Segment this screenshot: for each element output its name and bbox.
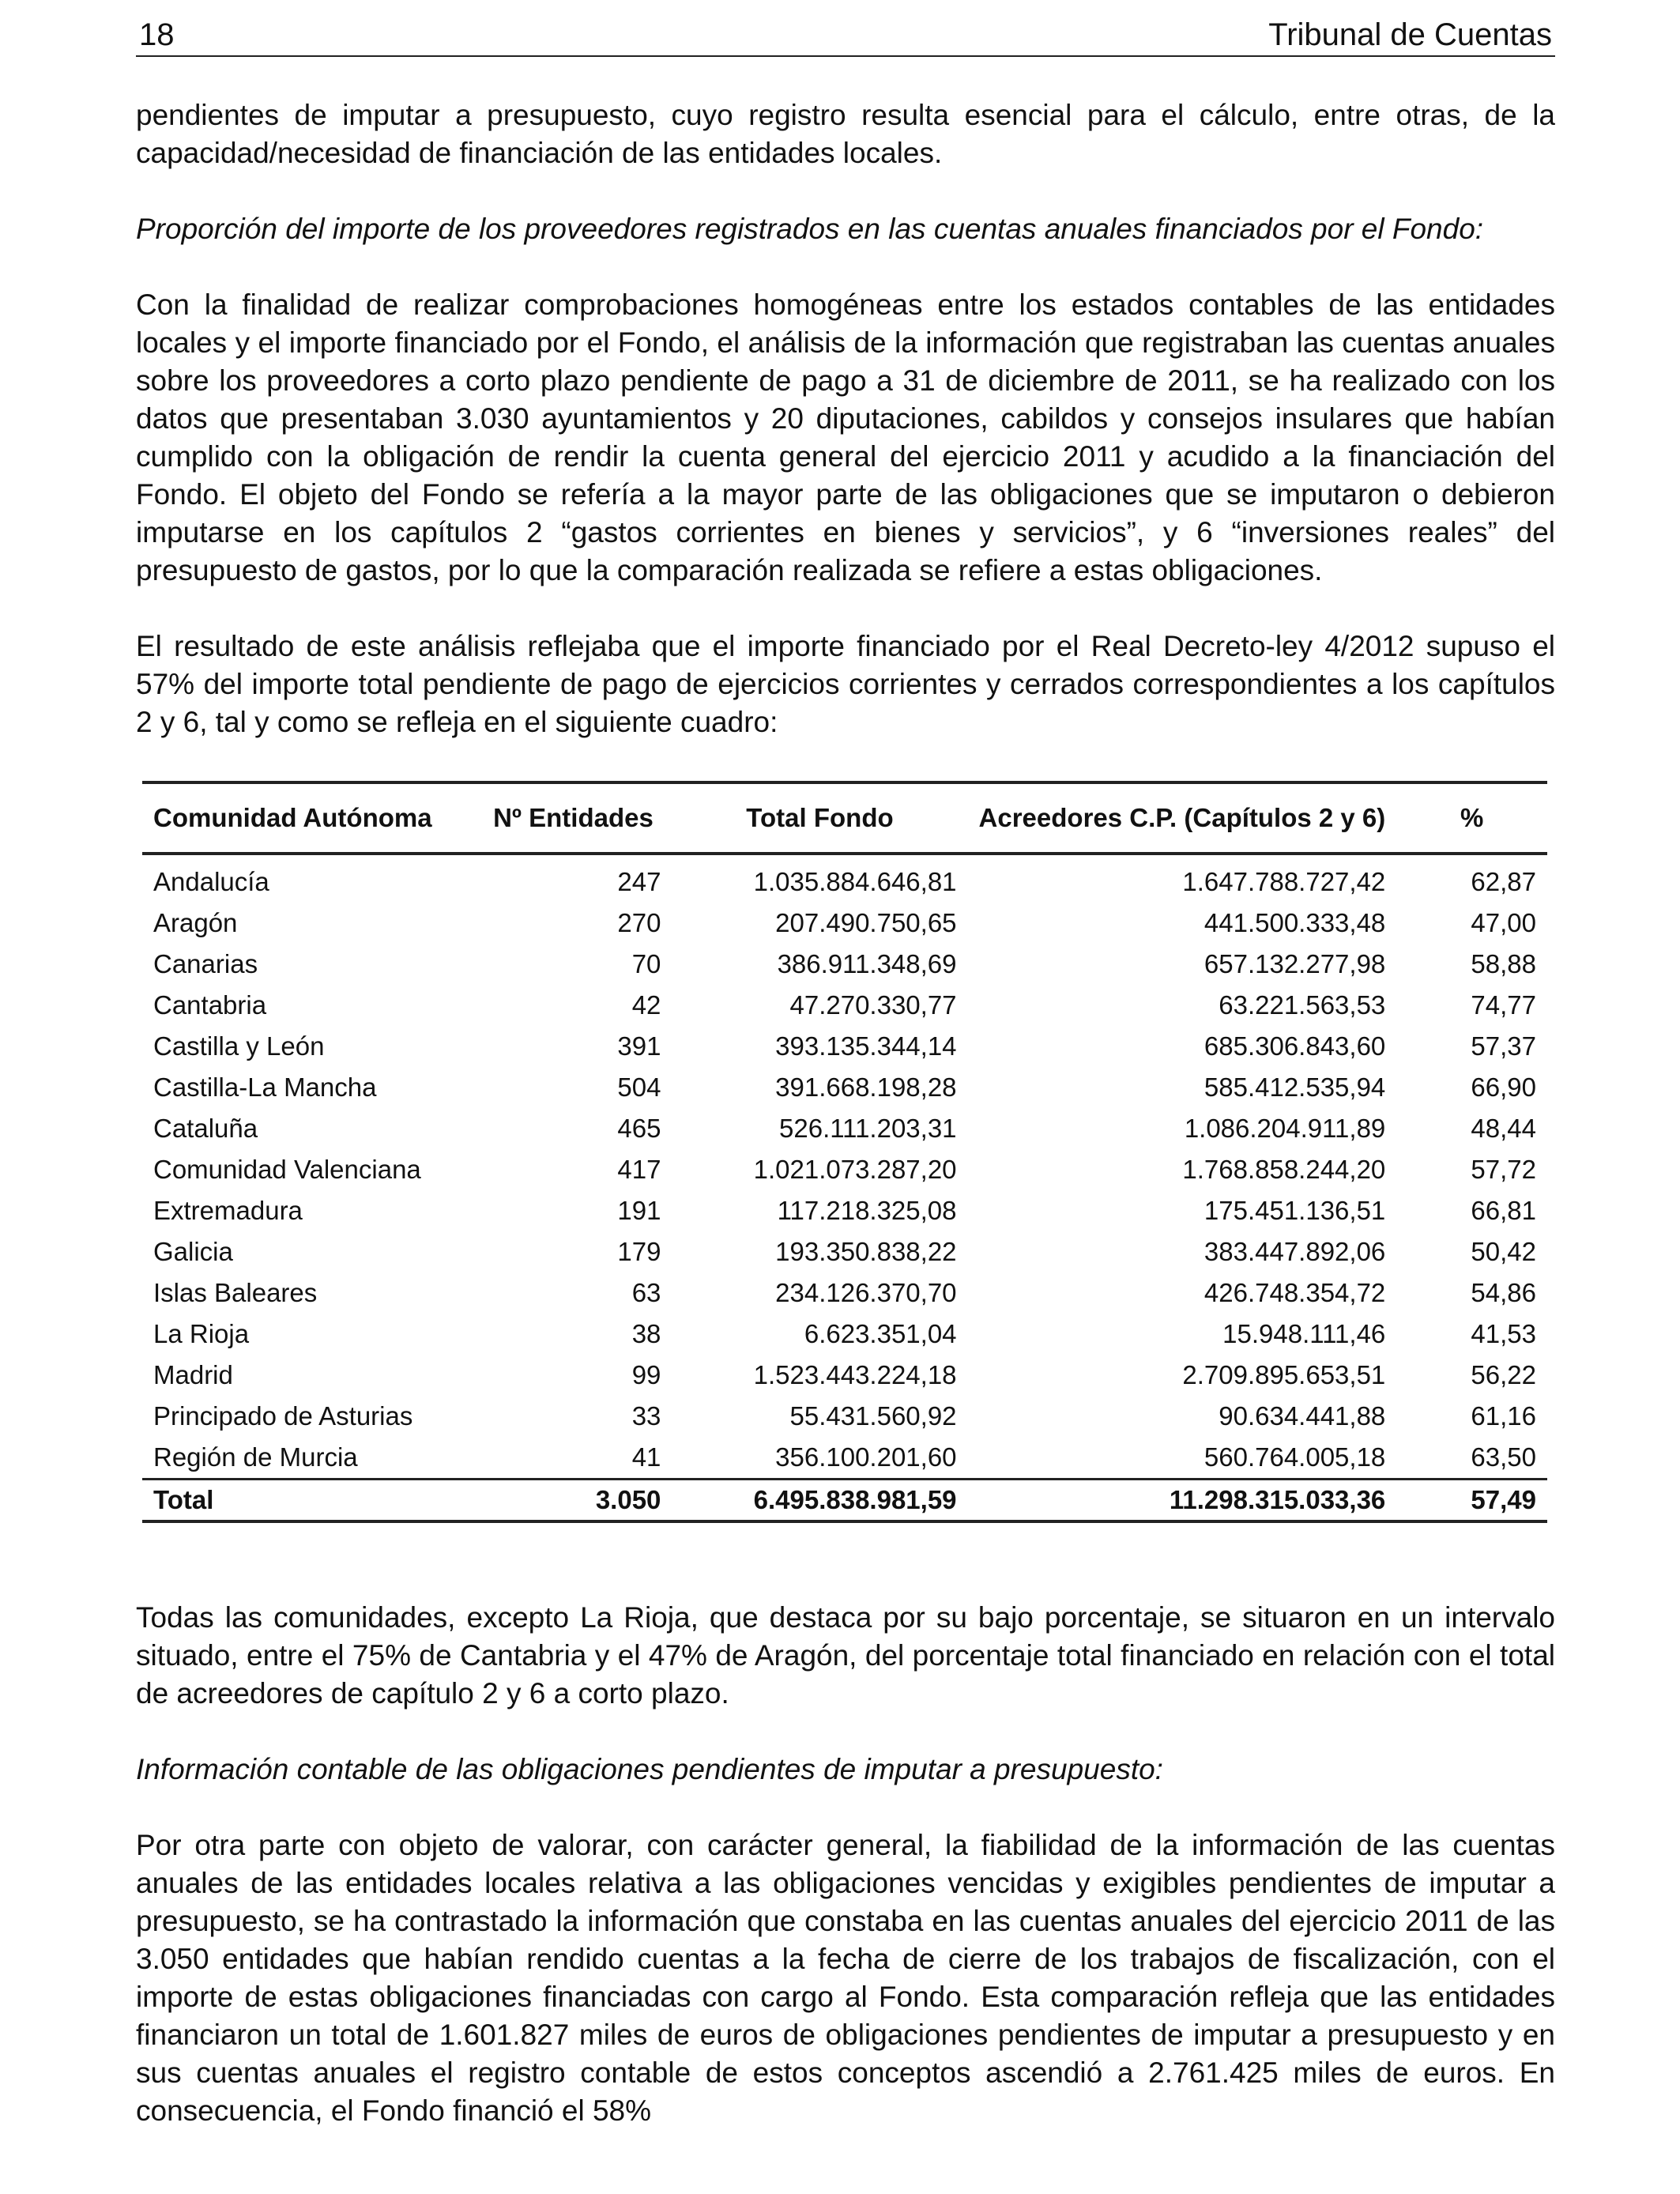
table-cell: 193.350.838,22 [775, 1237, 957, 1266]
data-table [142, 781, 1547, 1523]
table-row [142, 1026, 1547, 1067]
table-row [142, 1396, 1547, 1437]
table-cell: 41 [631, 1442, 661, 1472]
table-row [142, 903, 1547, 944]
table-cell: Islas Baleares [153, 1278, 318, 1307]
table-cell: 191 [617, 1196, 661, 1225]
table-cell: 90.634.441,88 [1219, 1401, 1386, 1431]
table-cell: 234.126.370,70 [775, 1278, 957, 1307]
total-cell: 3.050 [595, 1485, 661, 1514]
table-cell: Madrid [153, 1360, 233, 1389]
table-row [142, 1190, 1547, 1231]
table-cell: 66,81 [1471, 1196, 1536, 1225]
header-title: Tribunal de Cuentas [1268, 17, 1552, 52]
section-heading: Información contable de las obligaciones pendientes de imputar a presupuesto: [136, 1753, 1163, 1785]
total-cell: 6.495.838.981,59 [753, 1485, 957, 1514]
table-cell: 62,87 [1471, 867, 1536, 896]
table-cell: 386.911.348,69 [777, 949, 957, 978]
table-cell: 42 [631, 990, 661, 1020]
table-cell: 57,37 [1471, 1031, 1536, 1061]
table-cell: 47.270.330,77 [789, 990, 957, 1020]
table-cell: La Rioja [153, 1319, 250, 1348]
table-cell: 57,72 [1471, 1155, 1536, 1184]
table-cell: 417 [617, 1155, 661, 1184]
table-cell: Andalucía [153, 867, 269, 896]
paragraph: Con la finalidad de realizar comprobaciones homogéneas entre los estados contables de las entidades locales y el importe financiado por el Fondo, el análisis de la información que registraban las cuentas anuales sobre los proveedores a corto plazo pendiente de pago a 31 de diciembre de 2011, se ha realizado con los datos que presentaban 3.030 ayuntamientos y 20 diputaciones, cabildos y consejos insulares que habían cumplido con la obligación de rendir la cuenta general del ejercicio 2011 y acudido a la financiación del Fondo. El objeto del Fondo se refería a la mayor parte de las obligaciones que se imputaron o debieron imputarse en los capítulos 2 “gastos corrientes en bienes y servicios”, y 6 “inversiones reales” del presupuesto de gastos, por lo que la comparación realizada se refiere a estas obligaciones. [136, 288, 1555, 586]
column-header: Total Fondo [746, 803, 894, 832]
column-header: Acreedores C.P. (Capítulos 2 y 6) [978, 803, 1386, 832]
table-cell: 1.523.443.224,18 [753, 1360, 957, 1389]
table-cell: 15.948.111,46 [1222, 1319, 1386, 1348]
table-cell: 1.021.073.287,20 [753, 1155, 957, 1184]
section-heading: Proporción del importe de los proveedores registrados en las cuentas anuales financiados por el Fondo: [136, 213, 1484, 245]
table-cell: 391 [617, 1031, 661, 1061]
table-cell: Región de Murcia [153, 1442, 358, 1472]
table-row [142, 1437, 1547, 1480]
table-cell: 383.447.892,06 [1203, 1237, 1386, 1266]
table-row [142, 1231, 1547, 1272]
table-cell: 504 [617, 1072, 661, 1102]
table-cell: 58,88 [1471, 949, 1536, 978]
total-cell: 11.298.315.033,36 [1169, 1485, 1386, 1514]
total-cell: Total [153, 1485, 214, 1514]
table-cell: 1.035.884.646,81 [753, 867, 957, 896]
table-total-row [142, 1480, 1547, 1522]
table-cell: 50,42 [1471, 1237, 1536, 1266]
table-cell: 657.132.277,98 [1203, 949, 1386, 978]
table-row [142, 1108, 1547, 1149]
page-number: 18 [139, 17, 175, 52]
paragraph: El resultado de este análisis reflejaba que el importe financiado por el Real Decreto-ley 4/2012 supuso el 57% del importe total pendiente de pago de ejercicios corrientes y cerrados correspondientes a los capítulos 2 y 6, tal y como se refleja en el siguiente cuadro: [136, 630, 1555, 738]
table-cell: 63 [631, 1278, 661, 1307]
paragraph: Por otra parte con objeto de valorar, con carácter general, la fiabilidad de la información de las cuentas anuales de las entidades locales relativa a las obligaciones vencidas y exigibles pendientes de imputar a presupuesto, se ha contrastado la información que constaba en las cuentas anuales del ejercicio 2011 de las 3.050 entidades que habían rendido cuentas a la fecha de cierre de los trabajos de fiscalización, con el importe de estas obligaciones financiadas con cargo al Fondo. Esta comparación refleja que las entidades financiaron un total de 1.601.827 miles de euros de obligaciones pendientes de imputar a presupuesto y en sus cuentas anuales el registro contable de estos conceptos ascendió a 2.761.425 miles de euros. En consecuencia, el Fondo financió el 58% [136, 1829, 1555, 2127]
table-cell: 55.431.560,92 [789, 1401, 957, 1431]
table-row [142, 1314, 1547, 1355]
table-row [142, 1272, 1547, 1314]
table-row [142, 944, 1547, 985]
table-cell: 48,44 [1471, 1114, 1536, 1143]
table-cell: Castilla y León [153, 1031, 325, 1061]
table-cell: Comunidad Valenciana [153, 1155, 421, 1184]
table-cell: 70 [631, 949, 661, 978]
table-cell: 99 [631, 1360, 661, 1389]
table-cell: 441.500.333,48 [1203, 908, 1386, 937]
table-cell: 63.221.563,53 [1219, 990, 1386, 1020]
table-cell: 465 [617, 1114, 661, 1143]
table-row [142, 1355, 1547, 1396]
column-header: Comunidad Autónoma [153, 803, 432, 832]
table-cell: 393.135.344,14 [775, 1031, 957, 1061]
table-cell: 47,00 [1471, 908, 1536, 937]
table-cell: Castilla-La Mancha [153, 1072, 377, 1102]
table-cell: 63,50 [1471, 1442, 1536, 1472]
table-cell: Canarias [153, 949, 258, 978]
table-row [142, 1149, 1547, 1190]
table-cell: 426.748.354,72 [1203, 1278, 1386, 1307]
table-cell: 270 [617, 908, 661, 937]
table-cell: 207.490.750,65 [775, 908, 957, 937]
table-cell: 1.647.788.727,42 [1182, 867, 1386, 896]
table-cell: 585.412.535,94 [1203, 1072, 1386, 1102]
table-cell: 54,86 [1471, 1278, 1536, 1307]
table-cell: 2.709.895.653,51 [1182, 1360, 1386, 1389]
table-cell: 66,90 [1471, 1072, 1536, 1102]
table-cell: 685.306.843,60 [1203, 1031, 1386, 1061]
table-cell: 33 [631, 1401, 661, 1431]
table-cell: Cataluña [153, 1114, 258, 1143]
page-header [136, 14, 1555, 57]
table-cell: 1.768.858.244,20 [1182, 1155, 1386, 1184]
table-cell: 61,16 [1471, 1401, 1536, 1431]
table-cell: Cantabria [153, 990, 267, 1020]
table-cell: Principado de Asturias [153, 1401, 413, 1431]
table-cell: 41,53 [1471, 1319, 1536, 1348]
paragraph: pendientes de imputar a presupuesto, cuyo registro resulta esencial para el cálculo, entre otras, de la capacidad/necesidad de financiación de las entidades locales. [136, 99, 1555, 169]
table-cell: 74,77 [1471, 990, 1536, 1020]
table-cell: 117.218.325,08 [777, 1196, 957, 1225]
table-cell: 56,22 [1471, 1360, 1536, 1389]
column-header: % [1460, 803, 1484, 832]
table-header-row [142, 782, 1547, 854]
table-cell: 1.086.204.911,89 [1184, 1114, 1386, 1143]
table-body [142, 854, 1547, 1480]
total-cell: 57,49 [1471, 1485, 1536, 1514]
table-cell: Galicia [153, 1237, 233, 1266]
paragraph: Todas las comunidades, excepto La Rioja, que destaca por su bajo porcentaje, se situaron en un intervalo situado, entre el 75% de Cantabria y el 47% de Aragón, del porcentaje total financiado en relación con el total de acreedores de capítulo 2 y 6 a corto plazo. [136, 1601, 1555, 1710]
table-cell: 6.623.351,04 [804, 1319, 957, 1348]
table-cell: 179 [617, 1237, 661, 1266]
table-cell: Extremadura [153, 1196, 303, 1225]
table-row [142, 1067, 1547, 1108]
table-cell: 560.764.005,18 [1203, 1442, 1386, 1472]
table-cell: 38 [631, 1319, 661, 1348]
table-cell: 526.111.203,31 [779, 1114, 957, 1143]
column-header: Nº Entidades [493, 803, 654, 832]
table-cell: 247 [617, 867, 661, 896]
table-cell: 175.451.136,51 [1203, 1196, 1386, 1225]
table-cell: 356.100.201,60 [775, 1442, 957, 1472]
document-body [136, 96, 1555, 2130]
table-cell: 391.668.198,28 [775, 1072, 957, 1102]
table-row [142, 985, 1547, 1026]
table-cell: Aragón [153, 908, 238, 937]
table-row [142, 854, 1547, 903]
table-wrapper [136, 781, 1555, 1523]
